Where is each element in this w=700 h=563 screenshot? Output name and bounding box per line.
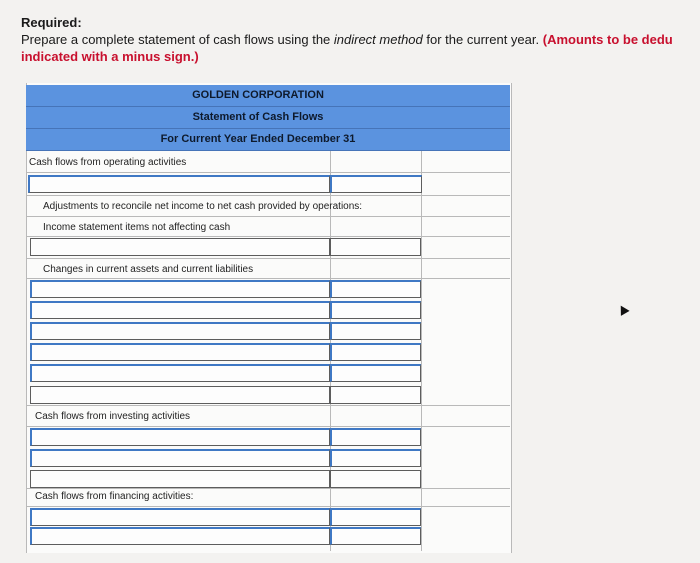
statement-title-header: Statement of Cash Flows (26, 107, 510, 129)
change-row-5-description-input[interactable] (30, 364, 330, 382)
row-divider (26, 216, 510, 217)
required-label: Required: (21, 15, 82, 30)
row-divider (26, 258, 510, 259)
period-header: For Current Year Ended December 31 (26, 129, 510, 151)
noncash-item-amount-input[interactable] (330, 238, 421, 256)
investing-row-2-description-input[interactable] (30, 449, 330, 467)
instruction-bold-note: (Amounts to be dedu (542, 32, 673, 47)
row-divider (26, 405, 510, 406)
row-divider (26, 426, 510, 427)
mouse-pointer-icon (616, 303, 629, 316)
change-row-1-description-input[interactable] (30, 280, 330, 298)
investing-row-2-amount-input[interactable] (330, 449, 421, 467)
row-divider (26, 488, 510, 489)
financing-row-1-description-input[interactable] (30, 508, 330, 526)
change-row-1-amount-input[interactable] (330, 280, 421, 298)
financing-row-2-amount-input[interactable] (330, 527, 421, 545)
financing-row-1-amount-input[interactable] (330, 508, 421, 526)
column-divider-2 (421, 151, 422, 551)
company-name-header: GOLDEN CORPORATION (26, 85, 510, 107)
change-row-2-description-input[interactable] (30, 301, 330, 319)
operating-total-amount-input[interactable] (330, 386, 421, 404)
financing-row-2-description-input[interactable] (30, 527, 330, 545)
investing-total-amount-input[interactable] (330, 470, 421, 488)
change-row-2-amount-input[interactable] (330, 301, 421, 319)
income-items-label: Income statement items not affecting cash (43, 222, 231, 233)
changes-label: Changes in current assets and current liabilities (43, 264, 254, 275)
instruction-italic: indirect method (333, 32, 423, 47)
row-divider (26, 172, 510, 173)
instructions (21, 14, 700, 65)
operating-activities-label: Cash flows from operating activities (29, 157, 187, 168)
change-row-3-amount-input[interactable] (330, 322, 421, 340)
row-divider (26, 236, 510, 237)
change-row-4-description-input[interactable] (30, 343, 330, 361)
investing-row-1-amount-input[interactable] (330, 428, 421, 446)
noncash-item-description-input[interactable] (30, 238, 330, 256)
operating-total-description-input[interactable] (30, 386, 330, 404)
row-divider (26, 278, 510, 279)
row-divider (26, 506, 510, 507)
net-income-amount-input[interactable] (330, 175, 422, 193)
investing-activities-label: Cash flows from investing activities (35, 411, 191, 422)
net-income-description-input[interactable] (28, 175, 330, 193)
change-row-5-amount-input[interactable] (330, 364, 421, 382)
instruction-bold-note-2: indicated with a minus sign.) (21, 49, 199, 64)
instruction-text: Prepare a complete statement of cash flows using the (21, 32, 334, 47)
change-row-4-amount-input[interactable] (330, 343, 421, 361)
instruction-text-2: for the current year. (422, 32, 543, 47)
financing-activities-label: Cash flows from financing activities: (35, 491, 194, 502)
investing-total-description-input[interactable] (30, 470, 330, 488)
adjustments-label: Adjustments to reconcile net income to net cash provided by operations: (43, 201, 363, 212)
change-row-3-description-input[interactable] (30, 322, 330, 340)
investing-row-1-description-input[interactable] (30, 428, 330, 446)
row-divider (26, 195, 510, 196)
